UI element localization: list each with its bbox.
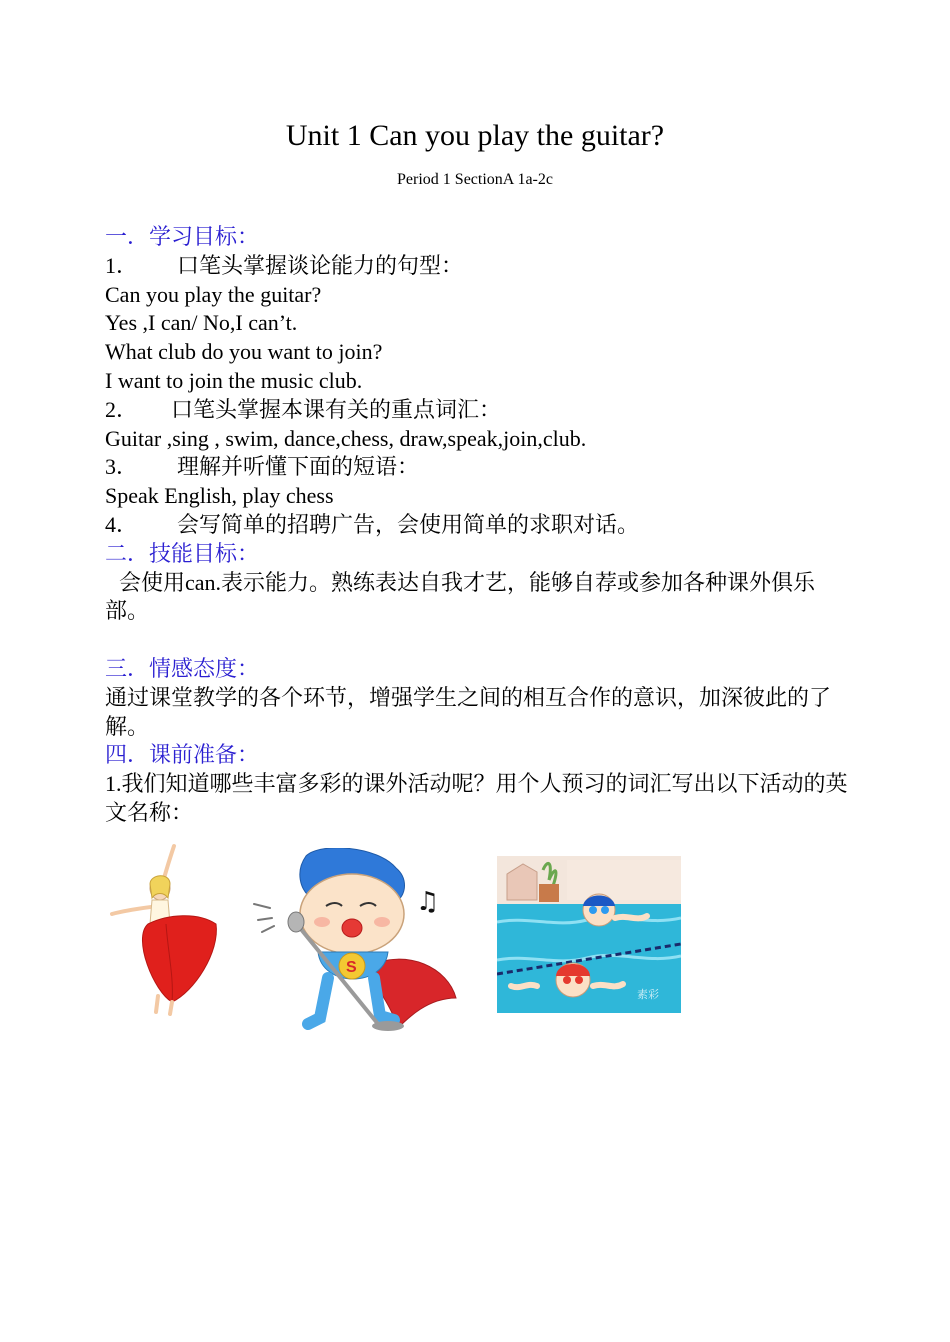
- svg-text:S: S: [346, 959, 357, 976]
- dancer-illustration: [108, 842, 226, 1017]
- item-number: 4．: [105, 511, 139, 537]
- item-text: 口笔头掌握谈论能力的句型：: [177, 252, 464, 278]
- page-title: Unit 1 Can you play the guitar?: [285, 119, 665, 152]
- skill-objective-text: 会使用can.表示能力。熟练表达自我才艺，能够自荐或参加各种课外俱乐部。: [105, 569, 816, 624]
- example-sentence: What club do you want to join?: [105, 339, 383, 365]
- page-subtitle: Period 1 SectionA 1a-2c: [397, 171, 553, 188]
- spacer: [105, 626, 850, 655]
- ballerina-icon: [112, 846, 216, 1014]
- preparation-text: 1.我们知道哪些丰富多彩的课外活动呢？用个人预习的词汇写出以下活动的英文名称：: [105, 771, 848, 825]
- item-number: 1．: [105, 252, 139, 278]
- singer-illustration: [248, 848, 460, 1038]
- section2-heading: 二．技能目标：: [105, 540, 260, 566]
- item-text: 理解并听懂下面的短语：: [177, 454, 420, 480]
- swimmers-icon: [497, 856, 681, 1013]
- singer-icon: [254, 848, 456, 1031]
- section3-heading: 三．情感态度：: [105, 655, 260, 681]
- item-number: 2．: [105, 396, 139, 422]
- example-sentence: I want to join the music club.: [105, 367, 363, 393]
- swimmers-illustration: [497, 856, 681, 1013]
- example-sentence: Can you play the guitar?: [105, 281, 322, 307]
- item-text: 口笔头掌握本课有关的重点词汇：: [171, 396, 502, 422]
- section4-heading: 四．课前准备：: [105, 742, 260, 768]
- objective-item-2: [105, 396, 850, 425]
- example-sentence: Yes ,I can/ No,I can’t.: [105, 310, 298, 336]
- objective-item-1: [105, 252, 850, 281]
- section1-heading: 一．学习目标：: [105, 224, 260, 249]
- svg-text:♫: ♫: [416, 887, 440, 917]
- objective-item-4: [105, 511, 850, 540]
- phrase-list: Speak English, play chess: [105, 483, 334, 509]
- vocabulary-list: Guitar ,sing , swim, dance,chess, draw,speak,join,club.: [105, 425, 587, 451]
- document-body: [105, 223, 850, 828]
- item-text: 会写简单的招聘广告，会使用简单的求职对话。: [177, 511, 640, 537]
- objective-item-3: [105, 453, 850, 482]
- watermark-text: 素彩: [637, 988, 659, 1001]
- attitude-text: 通过课堂教学的各个环节，增强学生之间的相互合作的意识，加深彼此的了解。: [105, 684, 832, 739]
- item-number: 3．: [105, 454, 139, 480]
